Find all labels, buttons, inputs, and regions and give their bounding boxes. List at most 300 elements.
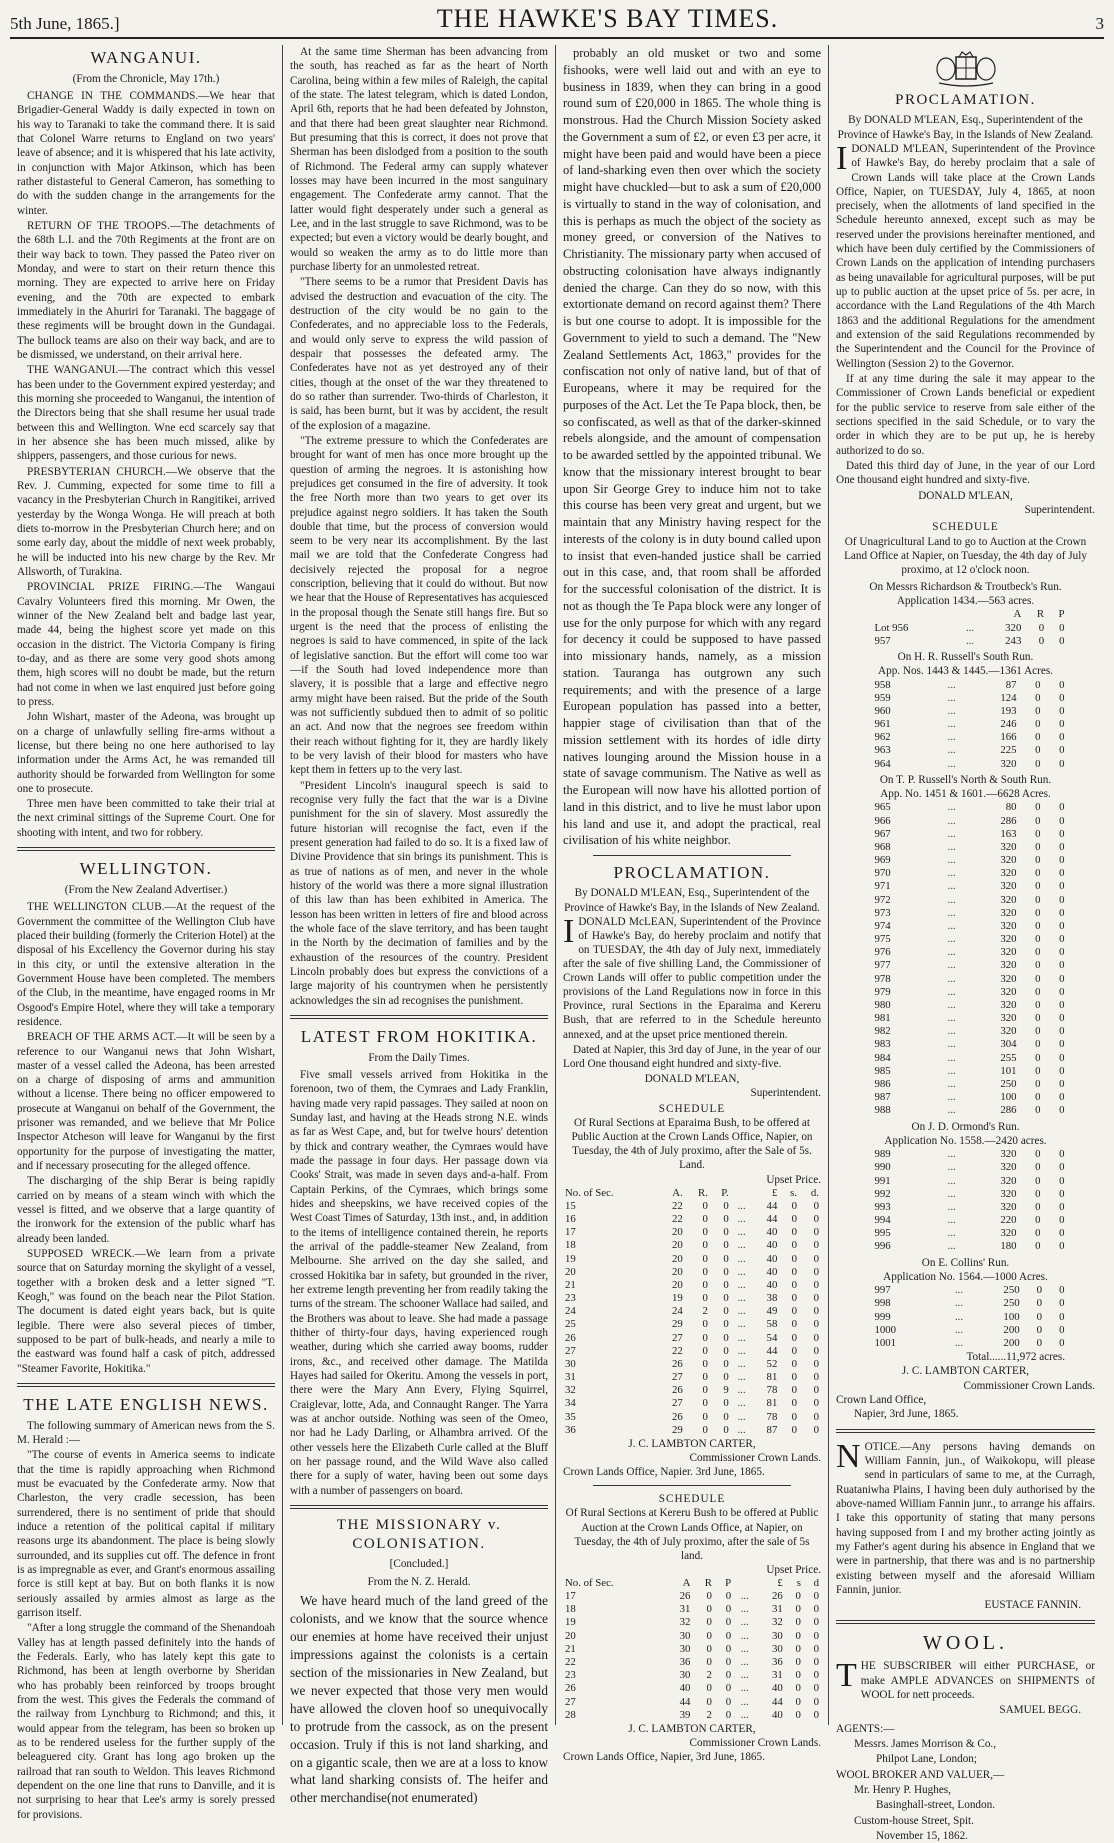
table-cell: 957 [874, 634, 891, 647]
table-cell: 40 [772, 1682, 783, 1695]
table-cell: 0 [1035, 801, 1041, 814]
leader-dots: ... [947, 731, 956, 744]
application-line: App. Nos. 1443 & 1445.—1361 Acres. [878, 665, 1053, 678]
table-cell: 0 [791, 1199, 798, 1212]
table-cell: 2 [706, 1669, 712, 1682]
table-cell: 0 [1035, 972, 1041, 985]
table-cell: 966 [874, 814, 891, 827]
table-cell: 0 [791, 1265, 798, 1278]
article-intro: The following summary of American news from the S. M. Herald :— [17, 1419, 275, 1447]
table-row [864, 1214, 1066, 1227]
table-cell: 0 [791, 1239, 798, 1252]
table-cell: 0 [1059, 704, 1065, 717]
agents-block [836, 1722, 1095, 1843]
table-cell: 0 [813, 1252, 819, 1265]
leader-dots: ... [737, 1199, 746, 1212]
column-1 [10, 45, 283, 1821]
leader-dots: ... [965, 621, 975, 634]
table-cell: 0 [813, 1357, 819, 1370]
table-cell: 0 [795, 1655, 801, 1668]
table-cell: 246 [1000, 718, 1017, 731]
table-cell: 973 [874, 906, 891, 919]
leader-dots: ... [947, 744, 956, 757]
leader-dots: ... [737, 1410, 746, 1423]
table-row [864, 1188, 1066, 1201]
table-cell: 0 [1035, 946, 1041, 959]
leader-dots: ... [737, 1357, 746, 1370]
table-cell: 0 [1035, 731, 1041, 744]
table-cell: 320 [1000, 906, 1017, 919]
table-cell: 20 [565, 1629, 576, 1642]
schedule-table-eparaima [563, 1187, 821, 1437]
column-header: s. [790, 1186, 798, 1199]
leader-dots: ... [947, 1227, 956, 1240]
table-cell: 0 [813, 1213, 819, 1226]
leader-dots: ... [954, 1284, 964, 1297]
table-cell: 30 [679, 1669, 691, 1682]
article-english-news-cont [290, 45, 548, 1008]
table-cell: 286 [1000, 1104, 1017, 1117]
table-cell: 0 [1059, 1077, 1065, 1090]
table-cell: 1001 [874, 1336, 897, 1349]
table-cell: 0 [706, 1603, 712, 1616]
page-number: 3 [1095, 14, 1104, 33]
leader-dots: ... [947, 1012, 956, 1025]
table-cell: 0 [1035, 1174, 1041, 1187]
table-row [563, 1358, 821, 1371]
office-line: Crown Lands Office, Napier. 3rd June, 1865. [563, 1466, 765, 1479]
table-cell: 0 [1035, 678, 1041, 691]
table-cell: 320 [1000, 880, 1017, 893]
table-row [864, 920, 1066, 933]
table-cell: 0 [1059, 1297, 1065, 1310]
upset-price-label: Upset Price. [766, 1563, 821, 1576]
table-cell: 0 [1059, 946, 1065, 959]
table-cell: 0 [1059, 972, 1065, 985]
table-cell: 18 [565, 1239, 576, 1252]
table-cell: 985 [874, 1064, 891, 1077]
table-cell: 320 [1000, 1174, 1017, 1187]
table-row [563, 1656, 821, 1669]
column-header [864, 608, 957, 621]
leader-dots: ... [947, 1174, 956, 1187]
table-cell: 0 [1059, 1025, 1065, 1038]
run-lots-table [864, 608, 1066, 648]
signature-name: DONALD M'LEAN, [918, 489, 1013, 502]
table-row [864, 744, 1066, 757]
application-line: Application No. 1558.—2420 acres. [884, 1134, 1047, 1147]
table-cell: 0 [706, 1629, 712, 1642]
table-cell: 26 [679, 1590, 691, 1603]
column-header: No. of Sec. [565, 1186, 614, 1199]
table-cell: 0 [1035, 906, 1041, 919]
leader-dots: ... [947, 678, 956, 691]
table-cell: 0 [813, 1616, 819, 1629]
table-cell: 35 [565, 1410, 576, 1423]
table-row [864, 841, 1066, 854]
table-cell: 19 [565, 1616, 576, 1629]
table-cell: 0 [813, 1655, 819, 1668]
paragraph: probably an old musket or two and some fishooks, were well laid out and with an eye to business in 1839, when they can bring in a good round sum of £20,000 in 1865. The whole thing is monstrous. Had the Church Mission Society asked the Government a sum of £2, or even £3 per acre, it might have been paid and would have been a piece of land-sharking even then over which the society might have chuckled—but to ask a sum of £20,000 is virtually to stand in the way of colonisation, and this is perhaps as much the object of the society as money greed, or conversion of the Natives to Christianity. The missionary party when accused of obstructing colonisation have always indignantly denied the charge. Can they do so now, with this extortionate demand on record against them? There is but one course to adopt. It is impossible for the Government to yield to such a demand. The "New Zealand Settlements Act, 1863," provides for the confiscation not only of native land, but of that of Europeans, where it may be required for the purposes of the Act. Let the Te Papa block, then, be so confiscated, as well as that of the darker-skinned rebels alongside, and the amount of compensation to be awarded settled by the appointed tribunal. We know that the missionary interest brought to bear upon Sir George Grey to induce him not to take this course has been very great and urgent, but we maintain that any Ministry having respect for the interests of the colony is in duty bound called upon to insist that even-handed justice shall be carried out in this case, and, that room shall be afforded for the successful colonisation of the district. It is not as though the Te Papa block were any longer of use for the only purpose for which with any regard for decency it could be supposed to have passed into missionary hands, namely, as a mission station. Tauranga has outgrown any such requirements; and with the presence of a large European population has passed into a better, happier stage of civilisation than that of the mission settlement with its hordes of idle dirty natives lounging around the Mission house in a state of savage communism. The Native as well as the European will now have his allotted portion of land in this district, and to live he must labor upon his land and use it, and adopt the practical, real civilisation of his white neighbor. [563, 46, 821, 848]
table-row [563, 1213, 821, 1226]
table-cell: 0 [702, 1331, 708, 1344]
table-cell: 0 [1035, 1214, 1041, 1227]
table-cell: 0 [706, 1655, 712, 1668]
signature-title: Superintendent. [750, 1086, 821, 1099]
table-header-row [864, 608, 1066, 621]
table-cell: 0 [813, 1669, 819, 1682]
table-cell: 0 [1035, 1077, 1041, 1090]
table-cell: 320 [1000, 1200, 1017, 1213]
section-rule [290, 1505, 548, 1509]
table-cell: 0 [1059, 1214, 1065, 1227]
table-cell: 979 [874, 985, 891, 998]
table-cell: 0 [795, 1682, 801, 1695]
table-cell: 0 [1059, 1148, 1065, 1161]
table-cell: 200 [1003, 1323, 1020, 1336]
table-row [864, 999, 1066, 1012]
table-cell: 320 [1000, 1161, 1017, 1174]
table-cell: 0 [702, 1226, 708, 1239]
table-row [864, 718, 1066, 731]
table-row [864, 1078, 1066, 1091]
table-cell: 24 [565, 1305, 576, 1318]
schedule-heading: SCHEDULE [658, 1103, 726, 1116]
leader-dots: ... [740, 1708, 749, 1721]
table-cell: 17 [565, 1226, 576, 1239]
column-header: P [1058, 608, 1065, 621]
custom-house-date: November 15, 1862. [876, 1829, 968, 1842]
table-cell: 30 [772, 1642, 783, 1655]
table-cell: 0 [791, 1331, 798, 1344]
leader-dots: ... [954, 1323, 964, 1336]
column-header: R [1036, 608, 1045, 621]
table-cell: 970 [874, 867, 891, 880]
table-row [864, 679, 1066, 692]
paragraph: THE WANGANUI.—The contract which this vessel has been under to the Government expired yesterday; and this morning she proceeded to Wanganui, the intention of the Directors being that she shall resume her usual trade between this and Wellington. Wne ecd scarcely say that in her absence she has been much missed, alike by shippers, passengers, and those curious for news. [17, 364, 275, 463]
table-cell: 27 [565, 1344, 576, 1357]
table-cell: 0 [1036, 1310, 1043, 1323]
table-cell: 0 [1035, 1064, 1041, 1077]
table-cell: 320 [1000, 867, 1017, 880]
leader-dots: ... [947, 933, 956, 946]
table-cell: 0 [1059, 933, 1065, 946]
leader-dots: ... [947, 998, 956, 1011]
table-cell: 975 [874, 933, 891, 946]
table-cell: 26 [565, 1331, 576, 1344]
office-date: Napier, 3rd June, 1865. [854, 1408, 959, 1421]
leader-dots: ... [947, 1025, 956, 1038]
table-cell: 0 [723, 1252, 729, 1265]
signature-title: Superintendent. [1024, 504, 1095, 517]
table-cell: 20 [671, 1252, 683, 1265]
table-cell: 32 [772, 1616, 783, 1629]
table-cell: 0 [813, 1226, 819, 1239]
table-row [864, 1148, 1066, 1161]
table-cell: 0 [723, 1213, 729, 1226]
table-cell: 0 [1059, 1174, 1065, 1187]
table-cell: 20 [671, 1278, 683, 1291]
table-cell: 0 [813, 1199, 819, 1212]
table-row [563, 1397, 821, 1410]
proclamation-heading: PROCLAMATION. [895, 92, 1036, 108]
table-cell: 29 [671, 1318, 683, 1331]
table-row [864, 1038, 1066, 1051]
table-cell: 0 [791, 1397, 798, 1410]
leader-dots: ... [737, 1305, 746, 1318]
table-cell: 0 [1059, 919, 1065, 932]
table-cell: 0 [1035, 1104, 1041, 1117]
leader-dots: ... [965, 634, 975, 647]
table-cell: 978 [874, 972, 891, 985]
schedule-total: Total......11,972 acres. [966, 1351, 1065, 1364]
proclamation-body: DONALD M'LEAN, Superintendent of the Province of Hawke's Bay, do hereby proclaim that a sale of Crown Lands will take place at the Crown Lands Office, Napier, on TUESDAY, July 4, 1865, at noon precisely, when the allotments of land specified in the Schedule hereunto annexed, except such as may be reserved under the provisions hereinafter mentioned, and which have been duly certified by the Commissioners of Crown Lands on the application of intending purchasers as being unavailable for agricultural purposes, will be put up to public auction at the upset price of 5s. per acre, in accordance with the Land Regulations of the 4th March 1863 and the additional Regulations for the amendment and extension of the said Regulations recommended by the Superintendent and the Council for the Province of Wellington (Session 2) to the Governor. [836, 142, 1095, 370]
column-header: £ [777, 1576, 783, 1589]
table-cell: 26 [772, 1590, 783, 1603]
table-cell: 39 [679, 1708, 691, 1721]
table-row [864, 854, 1066, 867]
table-cell: 44 [679, 1695, 691, 1708]
section-rule [17, 847, 275, 851]
table-cell: 193 [1000, 704, 1017, 717]
table-row [563, 1630, 821, 1643]
table-cell: 0 [1035, 1051, 1041, 1064]
table-row [864, 1052, 1066, 1065]
table-cell: 0 [1059, 1104, 1065, 1117]
table-cell: 0 [723, 1344, 729, 1357]
table-cell: 22 [671, 1213, 683, 1226]
table-cell: 320 [1000, 893, 1017, 906]
table-row [563, 1239, 821, 1252]
signature-name: SAMUEL BEGG. [999, 1704, 1081, 1717]
table-cell: 0 [723, 1199, 729, 1212]
table-cell: 0 [1059, 678, 1065, 691]
section-rule [836, 1429, 1095, 1433]
table-row [864, 705, 1066, 718]
table-cell: 54 [766, 1331, 778, 1344]
table-cell: 250 [1000, 1077, 1017, 1090]
table-cell: 0 [723, 1357, 729, 1370]
table-cell: 0 [1059, 959, 1065, 972]
table-row [563, 1590, 821, 1603]
table-cell: 1000 [874, 1323, 897, 1336]
table-cell: 0 [813, 1397, 819, 1410]
table-cell: 0 [725, 1669, 732, 1682]
leader-dots: ... [947, 893, 956, 906]
table-cell: 0 [1059, 1310, 1065, 1323]
leader-dots: ... [947, 757, 956, 770]
leader-dots: ... [737, 1213, 746, 1226]
table-cell: 27 [671, 1371, 683, 1384]
table-row [864, 1012, 1066, 1025]
table-row [864, 1091, 1066, 1104]
spacer-cell [958, 608, 983, 621]
table-cell: 0 [791, 1410, 798, 1423]
agent-role: WOOL BROKER AND VALUER,— [836, 1768, 1005, 1781]
schedule-table-kereru [563, 1577, 821, 1722]
leader-dots: ... [947, 840, 956, 853]
table-cell: 965 [874, 801, 891, 814]
run-lots-table [864, 679, 1066, 771]
table-cell: 0 [1059, 827, 1065, 840]
table-row [563, 1603, 821, 1616]
table-cell: 0 [1036, 1284, 1043, 1297]
table-row [563, 1200, 821, 1213]
column-header: d. [810, 1186, 819, 1199]
table-cell: 0 [723, 1371, 729, 1384]
proclamation-heading: PROCLAMATION. [613, 863, 771, 882]
leader-dots: ... [947, 827, 956, 840]
table-cell: 0 [795, 1695, 801, 1708]
table-cell: 30 [679, 1629, 691, 1642]
table-row [864, 959, 1066, 972]
concluded-note: [Concluded.] [389, 1558, 449, 1571]
leader-dots: ... [947, 919, 956, 932]
signature-title: Commissioner Crown Lands. [689, 1736, 821, 1749]
table-row [864, 1240, 1066, 1253]
table-cell: 17 [565, 1590, 576, 1603]
table-cell: 0 [791, 1423, 798, 1436]
run-lots-table [864, 1148, 1066, 1253]
table-cell: 964 [874, 757, 891, 770]
table-row [864, 1161, 1066, 1174]
table-cell: 0 [723, 1278, 729, 1291]
table-cell: 0 [1059, 854, 1065, 867]
table-cell: 971 [874, 880, 891, 893]
article-missionary-cont [563, 45, 821, 849]
table-cell: 320 [1000, 1025, 1017, 1038]
table-cell: Lot 956 [874, 621, 909, 634]
table-cell: 0 [702, 1213, 708, 1226]
table-cell: 0 [1059, 814, 1065, 827]
table-cell: 0 [1035, 854, 1041, 867]
table-cell: 0 [1059, 998, 1065, 1011]
table-row [864, 1297, 1066, 1310]
table-cell: 304 [1000, 1038, 1017, 1051]
table-cell: 320 [1005, 621, 1022, 634]
table-cell: 0 [702, 1239, 708, 1252]
table-row [864, 933, 1066, 946]
column-header: A [1013, 608, 1022, 621]
table-cell: 993 [874, 1200, 891, 1213]
table-cell: 0 [813, 1642, 819, 1655]
leader-dots: ... [947, 801, 956, 814]
table-cell: 0 [1059, 985, 1065, 998]
table-cell: 27 [671, 1331, 683, 1344]
table-cell: 0 [791, 1278, 798, 1291]
table-cell: 243 [1005, 634, 1022, 647]
leader-dots: ... [737, 1252, 746, 1265]
upset-price-label: Upset Price. [766, 1173, 821, 1186]
leader-dots: ... [737, 1397, 746, 1410]
table-cell: 0 [723, 1331, 729, 1344]
table-cell: 9 [723, 1384, 729, 1397]
leader-dots: ... [740, 1642, 749, 1655]
run-lots-table [864, 801, 1066, 1117]
table-cell: 0 [1059, 880, 1065, 893]
schedule-intro: Of Unagricultural Land to go to Auction at the Crown Land Office at Napier, on Tuesday, the 4th day of July proximo, at 12 o'clock noon. [844, 535, 1087, 577]
proclamation-body-2: If at any time during the sale it may appear to the Commissioner of Crown Lands beneficial or expedient for the public service to reserve from sale either of the sections specified in the said Schedule, or to vary the order in which they are to be put up, he is hereby authorized to do so. [836, 373, 1095, 457]
table-cell: 0 [1059, 1161, 1065, 1174]
table-cell: 0 [1059, 1284, 1065, 1297]
office-line: Crown Land Office, [836, 1394, 927, 1407]
table-cell: 36 [679, 1655, 691, 1668]
column-header: R [704, 1576, 712, 1589]
table-cell: 32 [679, 1616, 691, 1629]
table-cell: 44 [766, 1344, 778, 1357]
table-cell: 40 [766, 1278, 778, 1291]
table-cell: 961 [874, 718, 891, 731]
table-cell: 0 [1035, 867, 1041, 880]
table-cell: 220 [1000, 1214, 1017, 1227]
table-cell: 0 [725, 1629, 732, 1642]
table-cell: 0 [1035, 827, 1041, 840]
table-cell: 124 [1000, 691, 1017, 704]
leader-dots: ... [947, 1240, 956, 1253]
table-cell: 0 [706, 1695, 712, 1708]
table-cell: 22 [671, 1344, 683, 1357]
table-cell: 36 [772, 1655, 783, 1668]
section-rule [290, 1015, 548, 1019]
table-row [563, 1292, 821, 1305]
paragraph: PRESBYTERIAN CHURCH.—We observe that the Rev. J. Cumming, expected for some time to fill a vacancy in the Presbyterian Church in Rangitikei, arrived yesterday by the Wonga Wonga. He will preach at both diets to-morrow in the Presbyterian Church here; and on some early day, about the middle of next week probably, he will be inducted into his new charge by the Rev. Mr Allsworth, of Turakina. [17, 465, 275, 578]
table-cell: 36 [565, 1423, 576, 1436]
leader-dots: ... [947, 906, 956, 919]
table-cell: 320 [1000, 1012, 1017, 1025]
table-cell: 28 [565, 1708, 576, 1721]
table-cell: 990 [874, 1161, 891, 1174]
table-cell: 40 [766, 1239, 778, 1252]
leader-dots: ... [947, 1104, 956, 1117]
table-cell: 40 [679, 1682, 691, 1695]
schedule-intro: Of Rural Sections at Eparaima Bush, to be offered at Public Auction at the Crown Lands Office, Napier, on Tuesday, the 4th of July proximo, after the Sale of 5s. Land. [571, 1117, 813, 1172]
column-3 [556, 45, 829, 1764]
article-english-news [17, 1448, 275, 1822]
table-cell: 78 [766, 1384, 778, 1397]
table-cell: 21 [565, 1642, 576, 1655]
table-cell: 23 [565, 1669, 576, 1682]
table-cell: 0 [1059, 801, 1065, 814]
table-cell: 0 [1035, 919, 1041, 932]
table-row [864, 867, 1066, 880]
table-cell: 0 [813, 1629, 819, 1642]
table-cell: 20 [671, 1226, 683, 1239]
table-cell: 31 [679, 1603, 691, 1616]
section-heading-hokitika: LATEST FROM HOKITIKA. [300, 1026, 538, 1046]
table-cell: 0 [1035, 1091, 1041, 1104]
table-row [864, 1201, 1066, 1214]
table-cell: 0 [1035, 1148, 1041, 1161]
paragraph: Five small vessels arrived from Hokitika in the forenoon, two of them, the Cymraes and Lady Franklin, having made very rapid passages. They sailed at noon on Sunday last, and having at the Heads strong N.E. winds as far as West Cape, and, but for twelve hours' detention by thick and contrary weather, the Cymraes would have made the passage in four days. Her passage down via Cooks' Strait, was made in seven days and-a-half. From Captain Perkins, of the Cymraes, which brings some hides and sheepskins, we have received copies of the West Coast Times of Saturday, 13th inst., and, in addition to the items of intelligence contained therein, he reports the arrival of the paddle-steamer New Zealand, from Melbourne. She arrived on the day she sailed, and crossed Hokitika bar in safety, but grounded in the river, her extreme length preventing her from readily taking the turns of the stream. The schooner Wallace had sailed, and the Brothers was about to leave. She had made a passage thither of thirty-four days, having experienced rough weather, during which she carried away booms, rudder irons, &c., and received other damage. The Matilda Hayes had sailed for Okeritu. Among the vessels in port, there were the Mary Ann Every, Flying Squirrel, Craiglevar, lotte, Ada, and Connaught Ranger. The Yarra was at anchor outside. Nothing was seen of the Omeo, nor had he Lady Darling, or Alhambra arrived. Of the other vessels here the Elizabeth Curle called at the Bluff on her passage round, and the Wild Wave also called there for a suply of water, having been out some days with a number of passengers on board. [290, 1069, 548, 1497]
table-row [864, 986, 1066, 999]
table-cell: 225 [1000, 744, 1017, 757]
table-row [864, 1104, 1066, 1117]
proclamation-dated: Dated this third day of June, in the year of our Lord One thousand eight hundred and sixty-five. [836, 460, 1095, 487]
table-row [563, 1305, 821, 1318]
custom-house-line: Custom-house Street, Spit. [854, 1814, 974, 1827]
table-cell: 995 [874, 1227, 891, 1240]
table-row [563, 1643, 821, 1656]
table-cell: 255 [1000, 1051, 1017, 1064]
leader-dots: ... [737, 1226, 746, 1239]
table-cell: 0 [1035, 1187, 1041, 1200]
leader-dots: ... [947, 854, 956, 867]
paragraph: "President Lincoln's inaugural speech is said to recognise very fully the fact that the war is a Divine punishment for the sin of slavery. Most assuredly the future historian will recognise the fact, even if the present generation had failed to do so. It is a fixed law of Divine Providence that sin brings its punishment. This is as true of nations as of men, and never in the whole history of the world was there a more signal illustration of this law than has been exhibited in America. The lesson has been written in letters of fire and blood across the whole face of the slave territory, and has been taught in the North by the decimation of families and by the exhaustion of the resources of the country. President Lincoln probably does but express the convictions of a large majority of his countrymen when he persistently acknowledges the sin ad recognises the punishment. [290, 779, 548, 1007]
table-cell: 23 [565, 1292, 576, 1305]
table-cell: 31 [565, 1371, 576, 1384]
table-cell: 15 [565, 1199, 576, 1212]
table-cell: 0 [791, 1371, 798, 1384]
